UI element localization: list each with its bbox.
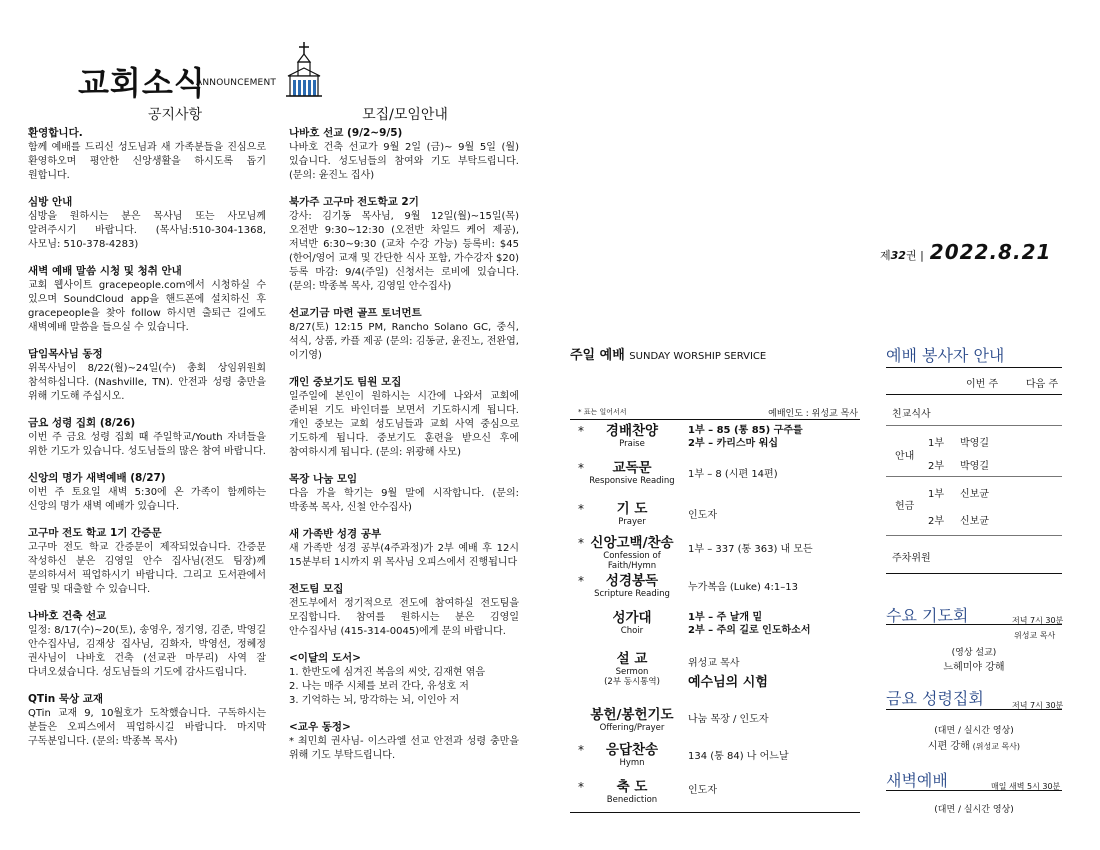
recruit-item: 전도팀 모집 전도부에서 정기적으로 전도에 참여하실 전도팀을 모집합니다. 참여를 원하시는 분은 김영일 안수집사님 (415-314-0045)에게 문의 바랍니다. bbox=[289, 583, 519, 637]
recruit-item: <이달의 도서> 1. 한반도에 심겨진 복음의 씨앗, 김재현 엮음 2. 나는 매주 시체를 보러 간다, 유성호 저 3. 기억하는 뇌, 망각하는 뇌, 이인아 저 bbox=[289, 652, 486, 706]
recruit-item: 목장 나눔 모임 다음 가을 학기는 9월 말에 시작합니다. (문의: 박종복 목사, 신철 안수집사) bbox=[289, 473, 519, 513]
worship-divider bbox=[570, 419, 860, 420]
notices-column bbox=[28, 126, 266, 759]
edition-date: 제32권 | 2022.8.21 bbox=[880, 240, 1052, 264]
offering-name: 신보균 bbox=[960, 489, 989, 500]
recruit-column bbox=[289, 126, 519, 773]
wednesday-title: 수요 기도회 bbox=[886, 606, 969, 625]
friday-title: 금요 성령집회 bbox=[886, 689, 984, 708]
staff-divider bbox=[886, 394, 1062, 395]
staff-divider bbox=[886, 573, 1062, 574]
notice-item: 심방 안내 심방을 원하시는 분은 목사님 또는 사모님께 알려주시기 바랍니다. (목사님:510-304-1368, 사모님: 510-378-4283) bbox=[28, 196, 266, 250]
page-subtitle: ANNOUNCEMENT bbox=[196, 78, 277, 88]
recruit-heading: 모집/모임안내 bbox=[362, 107, 448, 123]
worship-title: 주일 예배 SUNDAY WORSHIP SERVICE bbox=[570, 348, 767, 363]
parking-label: 주차위원 bbox=[892, 553, 931, 564]
page-title: 교회소식 bbox=[78, 64, 206, 102]
this-week-header: 이번 주 bbox=[966, 379, 999, 390]
friday-series: 시편 강해 (위성교 목사) bbox=[927, 741, 1021, 752]
usher-name: 박영길 bbox=[960, 461, 989, 472]
dawn-title: 새벽예배 bbox=[886, 771, 948, 790]
usher-label: 안내 bbox=[895, 451, 915, 462]
dawn-time: 매일 새벽 5시 30분 bbox=[991, 782, 1061, 791]
next-week-header: 다음 주 bbox=[1026, 379, 1059, 390]
staff-divider bbox=[886, 476, 1062, 477]
staff-title: 예배 봉사자 안내 bbox=[886, 346, 1005, 365]
notice-item: 금요 성령 집회 (8/26) 이번 주 금요 성령 집회 때 주일학교/Youth 자녀들을 위한 기도가 있습니다. 성도님들의 많은 참여 바랍니다. bbox=[28, 417, 266, 457]
friday-time: 저녁 7시 30분 bbox=[1012, 701, 1064, 710]
bulletin-date: 2022.8.21 bbox=[929, 240, 1052, 264]
wednesday-leader: 위성교 목사 bbox=[1014, 631, 1056, 640]
recruit-item: 개인 중보기도 팀원 모집 일주일에 본인이 원하시는 시간에 나와서 교회에 준비된 기도 바인더를 보면서 기도하시게 됩니다. 개인 중보는 교회 성도님들과 교회 사역 중심으로 기도하게 됩니다. 중보기도 훈련을 받으신 후에 참여하시게 됩니다. (문의: 위광해 사모) bbox=[289, 376, 519, 458]
notice-item: 고구마 전도 학교 1기 간증문 고구마 전도 학교 간증문이 제작되었습니다. 간증문 작성하신 분은 김영일 안수 집사님(전도 팀장)께 문의하셔서 픽업하시기 바랍니다. 그리고 도서관에서 열람 및 대출할 수 있습니다. bbox=[28, 527, 266, 595]
notices-heading: 공지사항 bbox=[147, 107, 203, 123]
notice-item: 담임목사님 동정 위목사님이 8/22(월)~24일(수) 총회 상임위원회 참석하십니다. (Nashville, TN). 안전과 성령 충만을 위해 기도해 주십시오. bbox=[28, 348, 266, 402]
notice-item: 환영합니다. 함께 예배를 드리신 성도님과 새 가족분들을 진심으로 환영하오며 평안한 신앙생활을 하시도록 돕기 원합니다. bbox=[28, 127, 266, 181]
standing-note: * 표는 일어서서 bbox=[578, 408, 627, 416]
staff-divider bbox=[886, 367, 1062, 368]
offering-label: 헌금 bbox=[895, 501, 915, 512]
notice-item: 신앙의 명가 새벽예배 (8/27) 이번 주 토요일 새벽 5:30에 온 가족이 함께하는 신앙의 명가 새벽 예배가 있습니다. bbox=[28, 472, 266, 512]
worship-divider bbox=[570, 812, 860, 813]
wednesday-time: 저녁 7시 30분 bbox=[1012, 616, 1064, 625]
recruit-item: 북가주 고구마 전도학교 2기 강사: 김기동 목사님, 9월 12일(월)~15일(목) 오전반 9:30~12:30 (오전반 차일드 케어 제공), 저녁반 6:30~9:30 (교차 수강 가능) 등록비: $45 (한어/영어 교재 및 간단한 식사 포함, 가수강자 $20) 등록 마감: 9/4(주일) 신청서는 로비에 있습니다. (문의: 박종복 목사, 김영일 안수집사) bbox=[289, 196, 519, 292]
recruit-item: 새 가족반 성경 공부 새 가족반 성경 공부(4주과정)가 2부 예배 후 12시 15분부터 1시까지 위 목사님 오피스에서 진행됩니다 bbox=[289, 528, 519, 568]
notice-item: QTin 묵상 교재 QTin 교재 9, 10월호가 도착했습니다. 구독하시는 분들은 오피스에서 픽업하시길 바랍니다. 마지막 구독분입니다. (문의: 박종복 목사) bbox=[28, 693, 266, 747]
offering-name: 신보균 bbox=[960, 516, 989, 527]
recruit-item: <교우 동정> * 최민희 권사님- 이스라엘 선교 안전과 성령 충만을 위해 기도 부탁드립니다. bbox=[289, 721, 519, 761]
recruit-item: 나바호 선교 (9/2~9/5) 나바호 건축 선교가 9월 2일 (금)~ 9월 5일 (월) 있습니다. 성도님들의 참여와 기도 부탁드립니다. (문의: 윤진노 집사) bbox=[289, 127, 519, 181]
fellowship-meal-label: 친교식사 bbox=[892, 409, 931, 420]
notice-item: 새벽 예배 말씀 시청 및 청취 안내 교회 웹사이트 gracepeople.com에서 시청하실 수 있으며 SoundCloud app을 핸드폰에 설치하신 후 gracepeople을 찾아 follow 하시면 출퇴근 길에도 새벽예배 말씀을 들으실 수 있습니다. bbox=[28, 265, 266, 333]
notice-item: 나바호 건축 선교 일정: 8/17(수)~20(토), 송영우, 정기영, 김준, 박영길 안수집사님, 김재상 집사님, 김화자, 박영선, 정혜정 권사님이 나바호 건축 (선교관 마무리) 사역 잘 다녀오셨습니다. 성도님들의 기도에 감사드립니다. bbox=[28, 610, 266, 678]
usher-name: 박영길 bbox=[960, 438, 989, 449]
sermon-title: 예수님의 시험 bbox=[688, 675, 768, 690]
staff-divider bbox=[886, 535, 1062, 536]
worship-leader: 예배인도 : 위성교 목사 bbox=[768, 409, 858, 419]
church-icon bbox=[284, 42, 324, 102]
recruit-item: 선교기금 마련 골프 토너먼트 8/27(토) 12:15 PM, Rancho Solano GC, 중식, 석식, 상품, 카플 제공 (문의: 김동균, 윤진노, 전완엽, 이기영) bbox=[289, 307, 519, 361]
staff-divider bbox=[886, 425, 1062, 426]
wednesday-series: 느헤미야 강해 bbox=[943, 662, 1005, 673]
